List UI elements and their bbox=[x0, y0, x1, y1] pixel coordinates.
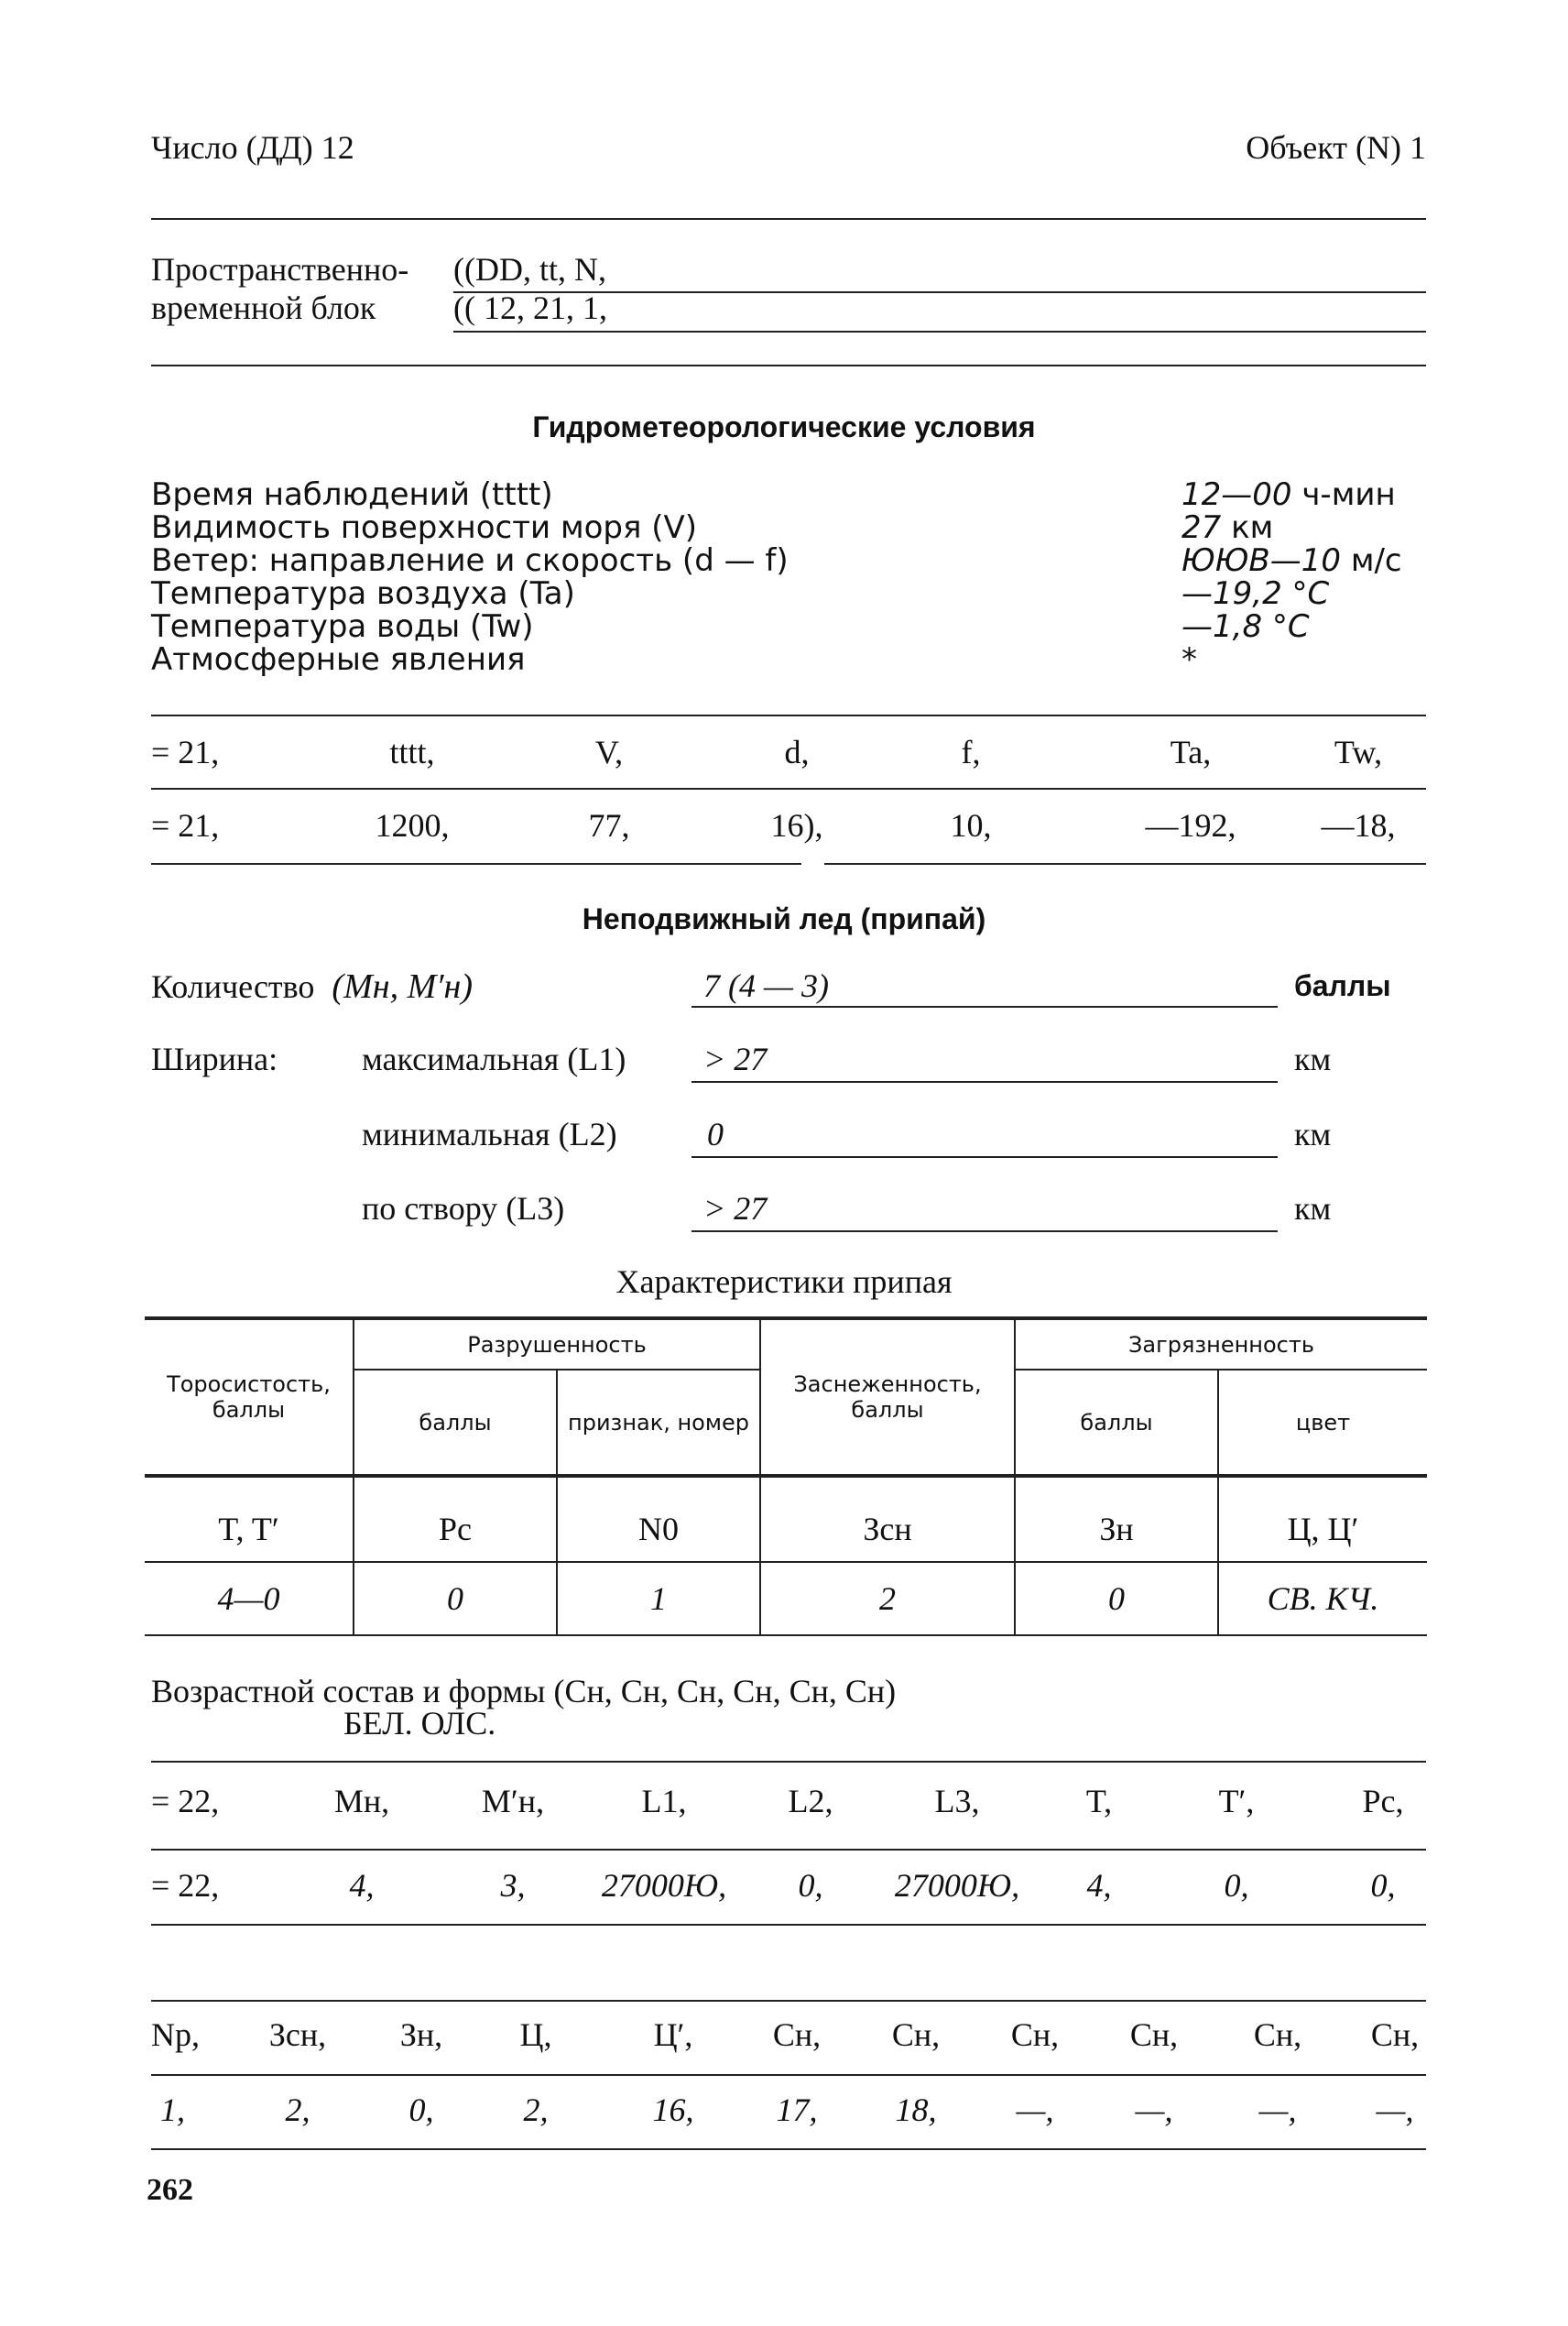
quantity-label bbox=[151, 966, 473, 1007]
min-width-value: 0 bbox=[707, 1116, 724, 1152]
code-cell: Ta, bbox=[1170, 734, 1212, 770]
code-cell: Зсн, bbox=[268, 2016, 327, 2053]
col-header-points: баллы bbox=[1015, 1370, 1218, 1476]
code-last-header-row bbox=[151, 2015, 1426, 2056]
code-cell: Pc bbox=[354, 1476, 557, 1562]
code-cell: 17, bbox=[776, 2091, 818, 2128]
code-cell: 2, bbox=[523, 2091, 549, 2128]
block-underline bbox=[453, 331, 1426, 333]
km-unit: км bbox=[1294, 1116, 1332, 1152]
code-cell: 2, bbox=[285, 2091, 310, 2128]
hydromet-labels bbox=[151, 478, 789, 676]
code-cell: 27000Ю, bbox=[894, 1867, 1020, 1904]
range-width-label: по створу (L3) bbox=[362, 1190, 565, 1227]
condition-label: Время наблюдений (tttt) bbox=[151, 476, 553, 513]
code-cell: Ц′, bbox=[653, 2016, 693, 2053]
code-cell: —18, bbox=[1321, 807, 1396, 844]
divider bbox=[151, 863, 801, 865]
characteristics-table bbox=[145, 1316, 1427, 1636]
code-cell: Зн bbox=[1015, 1476, 1218, 1562]
value-cell: СВ. КЧ. bbox=[1218, 1562, 1427, 1635]
code-cell: Сн, bbox=[1370, 2016, 1420, 2053]
width-label: Ширина: bbox=[151, 1041, 278, 1077]
code-cell: Сн, bbox=[1253, 2016, 1302, 2053]
code-cell: T, bbox=[1085, 1783, 1113, 1819]
condition-value: 27 bbox=[1181, 509, 1222, 546]
header-left: Число (ДД) 12 bbox=[151, 129, 354, 166]
range-width-value: > 27 bbox=[703, 1190, 768, 1227]
divider bbox=[151, 788, 1426, 790]
code-cell: Ц, Ц′ bbox=[1218, 1476, 1427, 1562]
code-cell: Mн, bbox=[333, 1783, 390, 1819]
code21-header-row bbox=[151, 733, 1426, 773]
col-header-color: цвет bbox=[1218, 1370, 1427, 1476]
fast-ice-title: Неподвижный лед (припай) bbox=[582, 902, 986, 935]
quantity-unit: баллы bbox=[1294, 969, 1391, 1002]
code-cell: —, bbox=[1016, 2091, 1054, 2128]
code-cell: 3, bbox=[500, 1867, 526, 1904]
col-header-hummock: Торосистость, баллы bbox=[145, 1318, 354, 1476]
code-cell: Сн, bbox=[1129, 2016, 1179, 2053]
value-cell: 0 bbox=[354, 1562, 557, 1635]
condition-label: Ветер: направление и скорость (d — f) bbox=[151, 542, 789, 579]
code-cell: —, bbox=[1258, 2091, 1297, 2128]
block-underline bbox=[453, 291, 1426, 293]
value-cell: 4—0 bbox=[145, 1562, 354, 1635]
code-cell: 16, bbox=[652, 2091, 694, 2128]
code-cell: Зсн bbox=[760, 1476, 1015, 1562]
quantity-value: 7 (4 — 3) bbox=[703, 967, 829, 1004]
divider bbox=[151, 365, 1426, 366]
hydromet-title: Гидрометеорологические условия bbox=[532, 410, 1036, 443]
condition-value: 12—00 bbox=[1181, 476, 1292, 513]
answer-underline bbox=[691, 1156, 1278, 1158]
hydromet-values bbox=[1181, 478, 1402, 676]
code-cell: Зн, bbox=[399, 2016, 443, 2053]
code-cell: 4, bbox=[1086, 1867, 1112, 1904]
divider bbox=[151, 2000, 1426, 2002]
code-cell: V, bbox=[594, 734, 624, 770]
col-header-pollution: Загрязненность bbox=[1015, 1318, 1427, 1370]
age-line2: БЕЛ. ОЛС. bbox=[343, 1705, 496, 1742]
header-right: Объект (N) 1 bbox=[1246, 129, 1426, 166]
min-width-label: минимальная (L2) bbox=[362, 1116, 617, 1152]
code-cell: M′н, bbox=[481, 1783, 545, 1819]
code-cell: 10, bbox=[950, 807, 992, 844]
code-cell: 27000Ю, bbox=[601, 1867, 727, 1904]
quantity-label-text: Количество bbox=[151, 968, 315, 1005]
condition-label: Температура воды (Tw) bbox=[151, 608, 534, 645]
code-cell: Ц, bbox=[519, 2016, 552, 2053]
code-cell: T, T′ bbox=[145, 1476, 354, 1562]
block-code-line2: (( 12, 21, 1, bbox=[453, 289, 607, 326]
code-cell: Np, bbox=[151, 2016, 200, 2053]
code-cell: —, bbox=[1376, 2091, 1414, 2128]
code22-header-row bbox=[151, 1782, 1426, 1822]
value-cell: 2 bbox=[760, 1562, 1015, 1635]
answer-underline bbox=[691, 1081, 1278, 1083]
condition-value: ЮЮВ—10 bbox=[1181, 542, 1342, 579]
code-cell: 0, bbox=[408, 2091, 434, 2128]
condition-value: * bbox=[1181, 641, 1197, 678]
code-cell: Сн, bbox=[772, 2016, 822, 2053]
code-cell: f, bbox=[961, 734, 981, 770]
code22-value-row bbox=[151, 1866, 1426, 1906]
code-cell: N0 bbox=[557, 1476, 760, 1562]
block-label bbox=[151, 250, 408, 327]
col-header-destruction: Разрушенность bbox=[354, 1318, 760, 1370]
col-header-snow: Заснеженность, баллы bbox=[760, 1318, 1015, 1476]
code-cell: 0, bbox=[1370, 1867, 1396, 1904]
block-code-line1: ((DD, tt, N, bbox=[453, 251, 606, 288]
age-line1: Возрастной состав и формы (Сн, Сн, Сн, Сн, Сн, Сн) bbox=[151, 1673, 897, 1709]
code-cell: Pc, bbox=[1362, 1783, 1404, 1819]
code-cell: = 22, bbox=[151, 1783, 220, 1819]
code-cell: tttt, bbox=[389, 734, 435, 770]
code-cell: = 21, bbox=[151, 734, 220, 770]
code21-value-row bbox=[151, 806, 1426, 846]
answer-underline bbox=[691, 1230, 1278, 1232]
condition-unit: км bbox=[1221, 509, 1274, 546]
divider bbox=[824, 863, 1426, 865]
characteristics-title: Характеристики припая bbox=[615, 1263, 953, 1300]
code-cell: 1, bbox=[160, 2091, 185, 2128]
block-label-line2: временной блок bbox=[151, 289, 376, 326]
code-cell: 0, bbox=[798, 1867, 823, 1904]
divider bbox=[151, 2148, 1426, 2150]
code-last-value-row bbox=[151, 2091, 1426, 2131]
condition-label: Видимость поверхности моря (V) bbox=[151, 509, 698, 546]
code-cell: 77, bbox=[588, 807, 630, 844]
code-cell: 18, bbox=[895, 2091, 937, 2128]
divider bbox=[151, 715, 1426, 716]
code-cell: 0, bbox=[1224, 1867, 1249, 1904]
condition-unit: ч-мин bbox=[1291, 476, 1396, 513]
value-cell: 1 bbox=[557, 1562, 760, 1635]
block-label-line1: Пространственно- bbox=[151, 251, 409, 288]
condition-label: Температура воздуха (Ta) bbox=[151, 575, 575, 612]
code-cell: Сн, bbox=[891, 2016, 941, 2053]
divider bbox=[151, 1924, 1426, 1926]
code-cell: L3, bbox=[934, 1783, 980, 1819]
code-cell: d, bbox=[784, 734, 810, 770]
divider bbox=[151, 218, 1426, 220]
km-unit: км bbox=[1294, 1190, 1332, 1227]
km-unit: км bbox=[1294, 1041, 1332, 1077]
code-cell: —, bbox=[1135, 2091, 1173, 2128]
divider bbox=[151, 1849, 1426, 1851]
code-cell: L1, bbox=[641, 1783, 687, 1819]
code-cell: = 21, bbox=[151, 807, 220, 844]
divider bbox=[151, 2074, 1426, 2076]
max-width-value: > 27 bbox=[703, 1041, 768, 1077]
value-cell: 0 bbox=[1015, 1562, 1218, 1635]
code-cell: Сн, bbox=[1010, 2016, 1060, 2053]
answer-underline bbox=[691, 1006, 1278, 1008]
max-width-label: максимальная (L1) bbox=[362, 1041, 626, 1077]
condition-unit: м/с bbox=[1341, 542, 1402, 579]
col-header-points: баллы bbox=[354, 1370, 557, 1476]
code-cell: 1200, bbox=[375, 807, 450, 844]
code-cell: 4, bbox=[349, 1867, 375, 1904]
block-code bbox=[453, 250, 607, 327]
col-header-sign: признак, номер bbox=[557, 1370, 760, 1476]
quantity-vars: (Mн, M′н) bbox=[332, 967, 474, 1006]
page-number: 262 bbox=[147, 2173, 193, 2207]
code-cell: = 22, bbox=[151, 1867, 220, 1904]
code-cell: —192, bbox=[1145, 807, 1236, 844]
code-cell: 16), bbox=[770, 807, 823, 844]
code-cell: Tw, bbox=[1334, 734, 1383, 770]
condition-label: Атмосферные явления bbox=[151, 641, 526, 678]
condition-value: —1,8 °C bbox=[1181, 608, 1310, 645]
condition-value: —19,2 °C bbox=[1181, 575, 1330, 612]
divider bbox=[151, 1761, 1426, 1763]
code-cell: L2, bbox=[788, 1783, 833, 1819]
code-cell: T′, bbox=[1218, 1783, 1255, 1819]
